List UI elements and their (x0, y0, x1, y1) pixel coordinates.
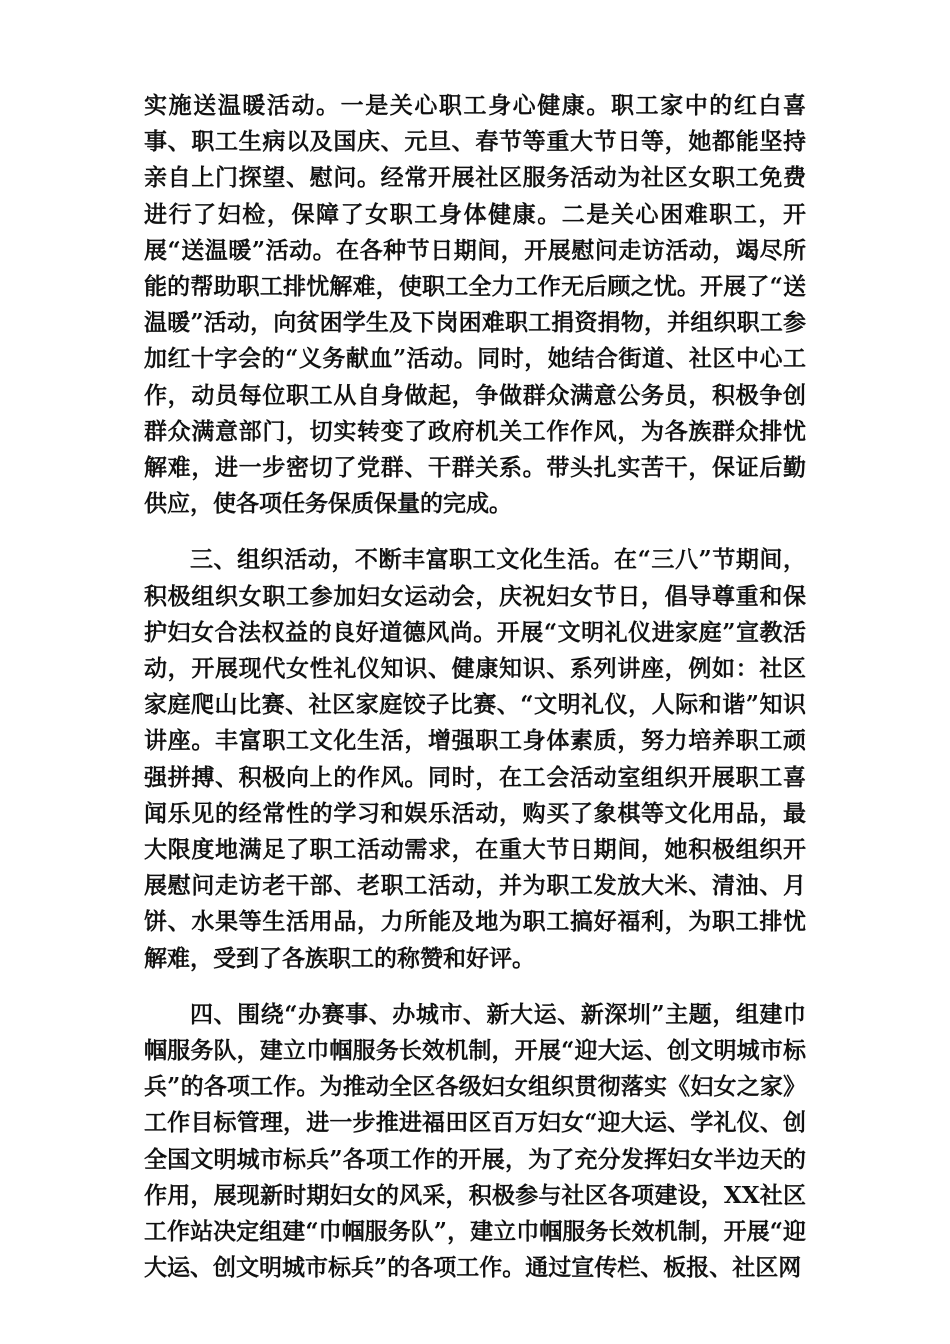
document-body (144, 88, 806, 1287)
paragraph-volunteer-team: 四、围绕“办赛事、办城市、新大运、新深圳”主题，组建巾帼服务队，建立巾帼服务长效机制，开展“迎大运、创文明城市标兵”的各项工作。为推动全区各级妇女组织贯彻落实《妇女之家》工作目标管理，进一步推进福田区百万妇女“迎大运、学礼仪、创全国文明城市标兵”各项工作的开展，为了充分发挥妇女半边天的作用，展现新时期妇女的风采，积极参与社区各项建设，XX社区工作站决定组建“巾帼服务队”，建立巾帼服务长效机制，开展“迎大运、创文明城市标兵”的各项工作。通过宣传栏、板报、社区网 (144, 1000, 806, 1282)
paragraph-cultural-activities: 三、组织活动，不断丰富职工文化生活。在“三八”节期间，积极组织女职工参加妇女运动会，庆祝妇女节日，倡导尊重和保护妇女合法权益的良好道德风尚。开展“文明礼仪进家庭”宣教活动，开展现代女性礼仪知识、健康知识、系列讲座，例如：社区家庭爬山比赛、社区家庭饺子比赛、“文明礼仪，人际和谐”知识讲座。丰富职工文化生活，增强职工身体素质，努力培养职工顽强拼搏、积极向上的作风。同时，在工会活动室组织开展职工喜闻乐见的经常性的学习和娱乐活动，购买了象棋等文化用品，最大限度地满足了职工活动需求，在重大节日期间，她积极组织开展慰问走访老干部、老职工活动，并为职工发放大米、清油、月饼、水果等生活用品，力所能及地为职工搞好福利，为职工排忧解难，受到了各族职工的称赞和好评。 (144, 546, 806, 972)
paragraph-welfare-activities: 实施送温暖活动。一是关心职工身心健康。职工家中的红白喜事、职工生病以及国庆、元旦、春节等重大节日等，她都能坚持亲自上门探望、慰问。经常开展社区服务活动为社区女职工免费进行了妇检，保障了女职工身体健康。二是关心困难职工，开展“送温暖”活动。在各种节日期间，开展慰问走访活动，竭尽所能的帮助职工排忧解难，使职工全力工作无后顾之忧。开展了“送温暖”活动，向贫困学生及下岗困难职工捐资捐物，并组织职工参加红十字会的“义务献血”活动。同时，她结合街道、社区中心工作，动员每位职工从自身做起，争做群众满意公务员，积极争创群众满意部门，切实转变了政府机关工作作风，为各族群众排忧解难，进一步密切了党群、干群关系。带头扎实苦干，保证后勤供应，使各项任务保质保量的完成。 (144, 92, 806, 518)
